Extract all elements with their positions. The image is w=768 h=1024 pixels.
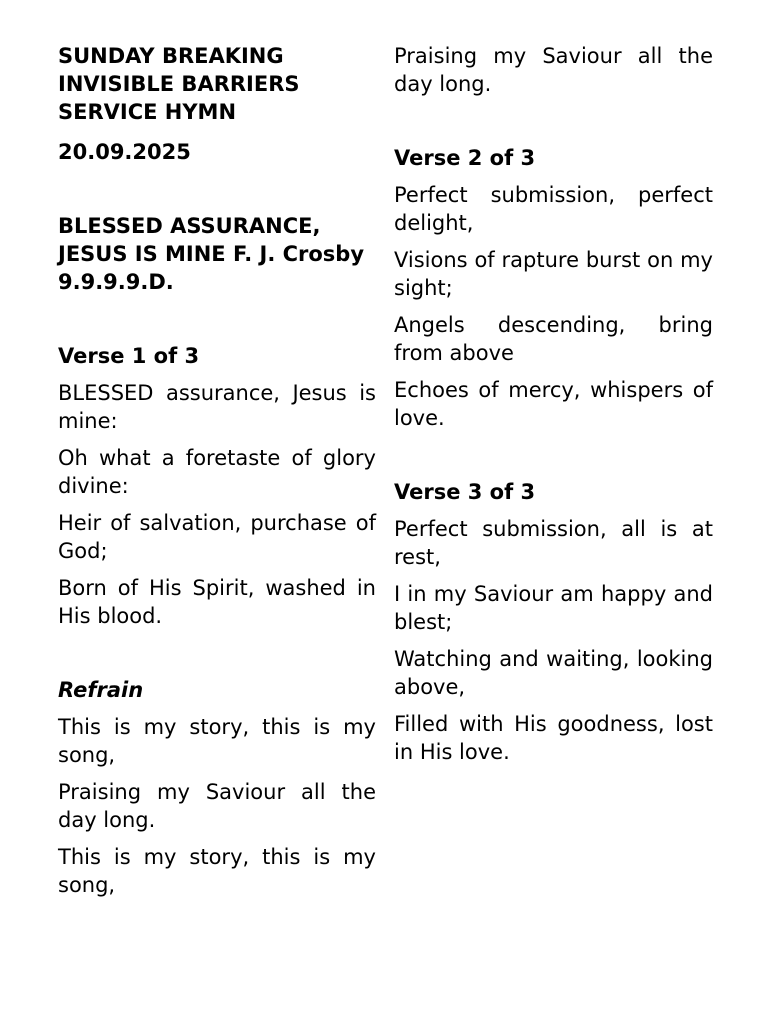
service-date: 20.09.2025	[58, 140, 191, 164]
refrain-heading: Refrain	[58, 678, 144, 702]
verse-3-line-4: Filled with His goodness, lost in His love.	[394, 712, 713, 764]
verse-1-heading: Verse 1 of 3	[58, 344, 200, 368]
hymn-title: BLESSED ASSURANCE, JESUS IS MINE F. J. Crosby 9.9.9.9.D.	[58, 214, 365, 294]
service-title: SUNDAY BREAKING INVISIBLE BARRIERS SERVICE HYMN	[58, 44, 300, 124]
left-column	[58, 42, 376, 899]
verse-1-line-1: BLESSED assurance, Jesus is mine:	[58, 381, 376, 433]
right-column	[394, 42, 713, 766]
verse-2-heading: Verse 2 of 3	[394, 146, 536, 170]
verse-3-line-3: Watching and waiting, looking above,	[394, 647, 713, 699]
verse-3-line-1: Perfect submission, all is at rest,	[394, 517, 713, 569]
verse-1-line-2: Oh what a foretaste of glory divine:	[58, 446, 376, 498]
verse-3-heading: Verse 3 of 3	[394, 480, 536, 504]
verse-1-line-3: Heir of salvation, purchase of God;	[58, 511, 376, 563]
refrain-line-2: Praising my Saviour all the day long.	[58, 780, 376, 832]
verse-3-line-2: I in my Saviour am happy and blest;	[394, 582, 713, 634]
refrain-line-3: This is my story, this is my song,	[58, 845, 376, 897]
verse-2-line-1: Perfect submission, perfect delight,	[394, 183, 713, 235]
verse-2-line-3: Angels descending, bring from above	[394, 313, 713, 365]
verse-2-line-2: Visions of rapture burst on my sight;	[394, 248, 713, 300]
verse-1-line-4: Born of His Spirit, washed in His blood.	[58, 576, 376, 628]
refrain-line-4: Praising my Saviour all the day long.	[394, 44, 713, 96]
refrain-line-1: This is my story, this is my song,	[58, 715, 376, 767]
verse-2-line-4: Echoes of mercy, whispers of love.	[394, 378, 713, 430]
